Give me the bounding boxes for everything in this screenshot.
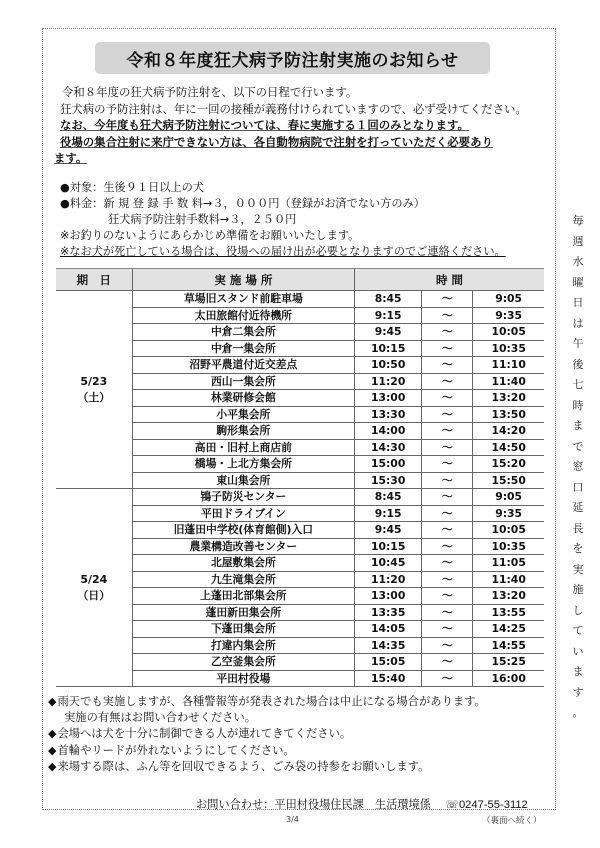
note-collar: ◆首輪やリードが外れないようにしてください。 (48, 743, 295, 757)
place-cell: 駒形集会所 (132, 423, 354, 440)
table-header-row (56, 269, 544, 291)
side-note-char: 日 (572, 296, 584, 309)
start-time-cell: 14:35 (355, 637, 422, 654)
place-cell: 中倉二集会所 (132, 324, 354, 341)
side-note-char: い (572, 644, 584, 658)
tilde-cell: ～ (422, 307, 473, 324)
side-note-char: す (572, 685, 584, 699)
start-time-cell: 14:05 (355, 621, 422, 638)
place-cell: 小平集会所 (132, 406, 354, 423)
place-cell: 草場旧スタンド前駐車場 (132, 291, 354, 308)
place-cell: 太田旅館付近待機所 (132, 307, 354, 324)
end-time-cell: 11:05 (473, 555, 544, 572)
intro-section (54, 84, 560, 167)
place-cell: 沼野平農道付近交差点 (132, 357, 354, 374)
tilde-cell: ～ (422, 357, 473, 374)
tilde-cell: ～ (422, 324, 473, 341)
note-control: ◆会場へは犬を十分に制御できる人が連れてきてください。 (48, 727, 352, 741)
place-cell: 旧蓬田中学校(体育館側)入口 (132, 522, 354, 539)
target-info: ●対象：生後９１日以上の犬 (60, 181, 205, 194)
header-date: 期 日 (56, 269, 132, 291)
fee-new-registration: ●料金：新 規 登 録 手 数 料→３，０００円（登録がお済でない方のみ） (60, 197, 425, 210)
end-time-cell: 10:05 (473, 522, 544, 539)
death-report-note: ※なお犬が死亡している場合は、役場への届け出が必要となりますのでご連絡ください。 (60, 245, 506, 258)
tilde-cell: ～ (422, 505, 473, 522)
side-note-char: 週 (572, 234, 584, 248)
side-note-char: は (572, 316, 584, 330)
start-time-cell: 15:00 (355, 456, 422, 473)
end-time-cell: 15:20 (473, 456, 544, 473)
tilde-cell: ～ (422, 571, 473, 588)
intro-line-1: 令和８年度の狂犬病予防注射を、以下の日程で行います。 (62, 85, 358, 99)
end-time-cell: 14:50 (473, 439, 544, 456)
change-note: ※お釣りのないようにあらかじめ準備をお願いいたします。 (60, 229, 360, 242)
info-section (60, 180, 506, 260)
side-note-char: ま (572, 665, 584, 678)
end-time-cell: 10:05 (473, 324, 544, 341)
tilde-cell: ～ (422, 604, 473, 621)
tilde-cell: ～ (422, 456, 473, 473)
diamond-bullet-icon: ◆ (48, 695, 57, 708)
start-time-cell: 13:00 (355, 390, 422, 407)
side-note-char: 口 (572, 480, 584, 494)
tilde-cell: ～ (422, 406, 473, 423)
diamond-bullet-icon: ◆ (48, 743, 57, 757)
note-rain-continued: 実施の有無はお問い合わせください。 (64, 711, 257, 725)
start-time-cell: 9:15 (355, 307, 422, 324)
place-cell: 平田村役場 (132, 670, 354, 687)
place-cell: 上蓬田北部集会所 (132, 588, 354, 605)
end-time-cell: 11:10 (473, 357, 544, 374)
place-cell: 高田・旧村上商店前 (132, 439, 354, 456)
tilde-cell: ～ (422, 291, 473, 308)
tilde-cell: ～ (422, 588, 473, 605)
page-number: 3/4 (286, 815, 299, 824)
weekday-value: （日） (77, 588, 111, 602)
place-cell: 打違内集会所 (132, 637, 354, 654)
end-time-cell: 13:20 (473, 588, 544, 605)
side-note-char: で (572, 439, 584, 453)
end-time-cell: 9:05 (473, 291, 544, 308)
side-note-char: て (572, 624, 584, 637)
start-time-cell: 10:15 (355, 340, 422, 357)
tilde-cell: ～ (422, 489, 473, 506)
place-cell: 平田ドライブイン (132, 505, 354, 522)
start-time-cell: 8:45 (355, 489, 422, 506)
end-time-cell: 13:20 (473, 390, 544, 407)
start-time-cell: 15:40 (355, 670, 422, 687)
date-value: 5/23 (80, 374, 108, 388)
end-time-cell: 14:20 (473, 423, 544, 440)
place-cell: 乙空釜集会所 (132, 654, 354, 671)
date-value: 5/24 (80, 572, 108, 586)
place-cell: 橋場・上北方集会所 (132, 456, 354, 473)
start-time-cell: 8:45 (355, 291, 422, 308)
contact-info (196, 796, 528, 812)
end-time-cell: 9:05 (473, 489, 544, 506)
start-time-cell: 15:05 (355, 654, 422, 671)
end-time-cell: 10:35 (473, 340, 544, 357)
tilde-cell: ～ (422, 538, 473, 555)
schedule-table (56, 268, 544, 687)
tilde-cell: ～ (422, 555, 473, 572)
tilde-cell: ～ (422, 654, 473, 671)
start-time-cell: 9:15 (355, 505, 422, 522)
place-cell: 林業研修会館 (132, 390, 354, 407)
note-rain: ◆雨天でも実施しますが、各種警報等が発表された場合は中止になる場合があります。 (48, 695, 486, 708)
place-cell: 中倉一集会所 (132, 340, 354, 357)
side-note-char: 窓 (572, 460, 584, 473)
tilde-cell: ～ (422, 472, 473, 489)
end-time-cell: 15:25 (473, 654, 544, 671)
table-row (56, 291, 544, 308)
side-note-char: 後 (572, 357, 584, 371)
place-cell: 下蓬田集会所 (132, 621, 354, 638)
intro-line-3: なお、今年度も狂犬病予防注射については、春に実施する１回のみとなります。 (60, 118, 469, 132)
tilde-cell: ～ (422, 522, 473, 539)
end-time-cell: 9:35 (473, 505, 544, 522)
place-cell: 鴇子防災センター (132, 489, 354, 506)
place-cell: 北屋敷集会所 (132, 555, 354, 572)
tilde-cell: ～ (422, 390, 473, 407)
date-cell (56, 489, 132, 687)
date-cell (56, 291, 132, 489)
end-time-cell: 11:40 (473, 571, 544, 588)
place-cell: 西山一集会所 (132, 373, 354, 390)
start-time-cell: 9:45 (355, 324, 422, 341)
side-note-char: し (572, 603, 584, 617)
notes-section (48, 694, 486, 775)
contact-label: お問い合わせ：平田村役場住民課 生活環境係 (196, 798, 431, 811)
header-time: 時 間 (355, 269, 544, 291)
side-note-char: 。 (572, 706, 584, 719)
start-time-cell: 10:50 (355, 357, 422, 374)
diamond-bullet-icon: ◆ (48, 759, 57, 773)
weekday-value: （土） (77, 390, 111, 404)
side-note-char: 長 (572, 521, 584, 535)
start-time-cell: 10:15 (355, 538, 422, 555)
side-note-char: 毎 (572, 214, 584, 227)
place-cell: 九生滝集会所 (132, 571, 354, 588)
side-note-char: 七 (572, 378, 584, 391)
tilde-cell: ～ (422, 670, 473, 687)
fee-vaccination: 狂犬病予防注射手数料→３，２５０円 (108, 213, 297, 226)
place-cell: 東山集会所 (132, 472, 354, 489)
start-time-cell: 11:20 (355, 571, 422, 588)
note-waste-bag: ◆来場する際は、ふん等を回収できるよう、ごみ袋の持参をお願いします。 (48, 759, 430, 773)
tilde-cell: ～ (422, 439, 473, 456)
tilde-cell: ～ (422, 373, 473, 390)
end-time-cell: 11:40 (473, 373, 544, 390)
start-time-cell: 13:35 (355, 604, 422, 621)
end-time-cell: 14:25 (473, 621, 544, 638)
side-vertical-note (571, 211, 585, 724)
end-time-cell: 13:55 (473, 604, 544, 621)
start-time-cell: 14:00 (355, 423, 422, 440)
place-cell: 農業構造改善センター (132, 538, 354, 555)
start-time-cell: 9:45 (355, 522, 422, 539)
intro-line-2: 狂犬病の予防注射は、年に一回の接種が義務付けられていますので、必ず受けてください。 (60, 101, 527, 116)
end-time-cell: 13:50 (473, 406, 544, 423)
tilde-cell: ～ (422, 423, 473, 440)
side-note-char: 時 (572, 398, 584, 412)
tilde-cell: ～ (422, 340, 473, 357)
start-time-cell: 14:30 (355, 439, 422, 456)
end-time-cell: 15:50 (473, 472, 544, 489)
intro-line-5: ます。 (54, 151, 88, 165)
place-cell: 蓬田新田集会所 (132, 604, 354, 621)
side-note-char: を (572, 542, 584, 555)
side-note-char: 水 (572, 255, 584, 268)
tilde-cell: ～ (422, 621, 473, 638)
header-place: 実 施 場 所 (132, 269, 354, 291)
start-time-cell: 13:00 (355, 588, 422, 605)
start-time-cell: 13:30 (355, 406, 422, 423)
start-time-cell: 15:30 (355, 472, 422, 489)
tilde-cell: ～ (422, 637, 473, 654)
side-note-char: ま (572, 419, 584, 432)
side-note-char: 曜 (572, 275, 584, 289)
end-time-cell: 9:35 (473, 307, 544, 324)
side-note-char: 延 (572, 501, 584, 514)
intro-line-4: 役場の集合注射に来庁できない方は、各自動物病院で注射を打っていただく必要あり (60, 134, 493, 149)
page-title: 令和８年度狂犬病予防注射実施のお知らせ (95, 42, 490, 74)
side-note-char: 午 (572, 337, 584, 350)
start-time-cell: 10:45 (355, 555, 422, 572)
end-time-cell: 16:00 (473, 670, 544, 687)
start-time-cell: 11:20 (355, 373, 422, 390)
diamond-bullet-icon: ◆ (48, 727, 57, 741)
end-time-cell: 10:35 (473, 538, 544, 555)
end-time-cell: 14:55 (473, 637, 544, 654)
contact-phone: ☏0247-55-3112 (444, 799, 528, 811)
side-note-char: 実 (572, 562, 584, 576)
table-row (56, 489, 544, 506)
side-note-char: 施 (572, 583, 584, 596)
continued-on-back-note: （裏面へ続く） (482, 816, 542, 826)
